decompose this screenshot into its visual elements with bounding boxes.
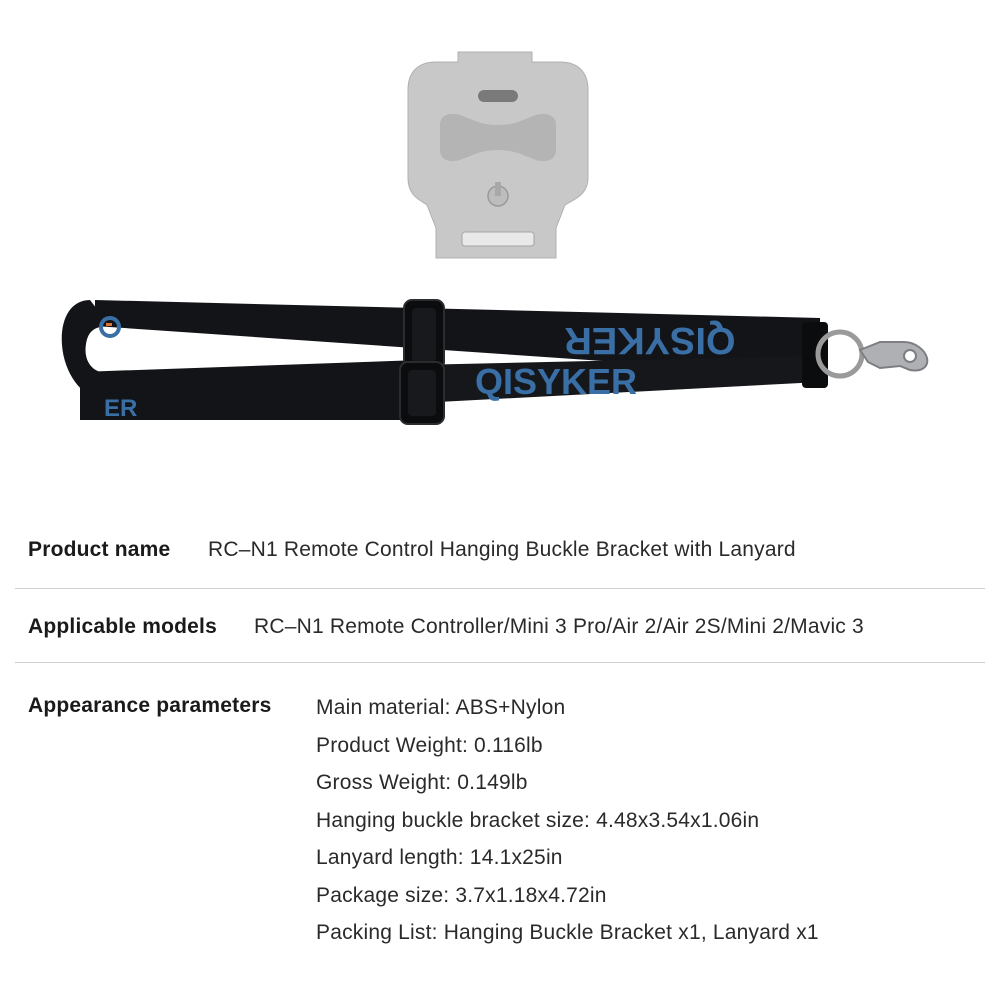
param-bracket-size: Hanging buckle bracket size: 4.48x3.54x1.06in xyxy=(316,808,760,832)
row-divider xyxy=(15,588,985,589)
lanyard-image xyxy=(62,300,928,424)
param-lanyard-length: Lanyard length: 14.1x25in xyxy=(316,846,563,869)
logo-print-upper: QISYKER xyxy=(564,319,736,361)
spec-row-applicable-models xyxy=(28,615,972,639)
product-illustration xyxy=(0,0,1000,480)
lanyard-hook-icon xyxy=(860,342,927,371)
spec-row-product-name xyxy=(28,538,972,562)
spec-row-appearance-parameters xyxy=(28,694,972,944)
hanging-buckle-bracket-image xyxy=(408,52,588,258)
param-gross-weight: Gross Weight: 0.149lb xyxy=(316,771,528,794)
param-packing-list: Packing List: Hanging Buckle Bracket x1, Lanyard x1 xyxy=(316,921,819,944)
spec-label-applicable-models: Applicable models xyxy=(28,615,217,638)
row-divider xyxy=(15,662,985,663)
appearance-parameters-list xyxy=(316,694,819,957)
logo-print-lower: QISYKER xyxy=(474,361,638,402)
spec-label-appearance-parameters: Appearance parameters xyxy=(28,694,272,717)
param-product-weight: Product Weight: 0.116lb xyxy=(316,733,543,757)
spec-label-product-name: Product name xyxy=(28,538,171,561)
param-main-material: Main material: ABS+Nylon xyxy=(316,696,566,719)
param-package-size: Package size: 3.7x1.18x4.72in xyxy=(316,883,607,907)
svg-text:ER: ER xyxy=(104,395,138,422)
spec-value-applicable-models: RC–N1 Remote Controller/Mini 3 Pro/Air 2/Air 2S/Mini 2/Mavic 3 xyxy=(254,615,864,638)
spec-value-product-name: RC–N1 Remote Control Hanging Buckle Bracket with Lanyard xyxy=(208,538,796,561)
